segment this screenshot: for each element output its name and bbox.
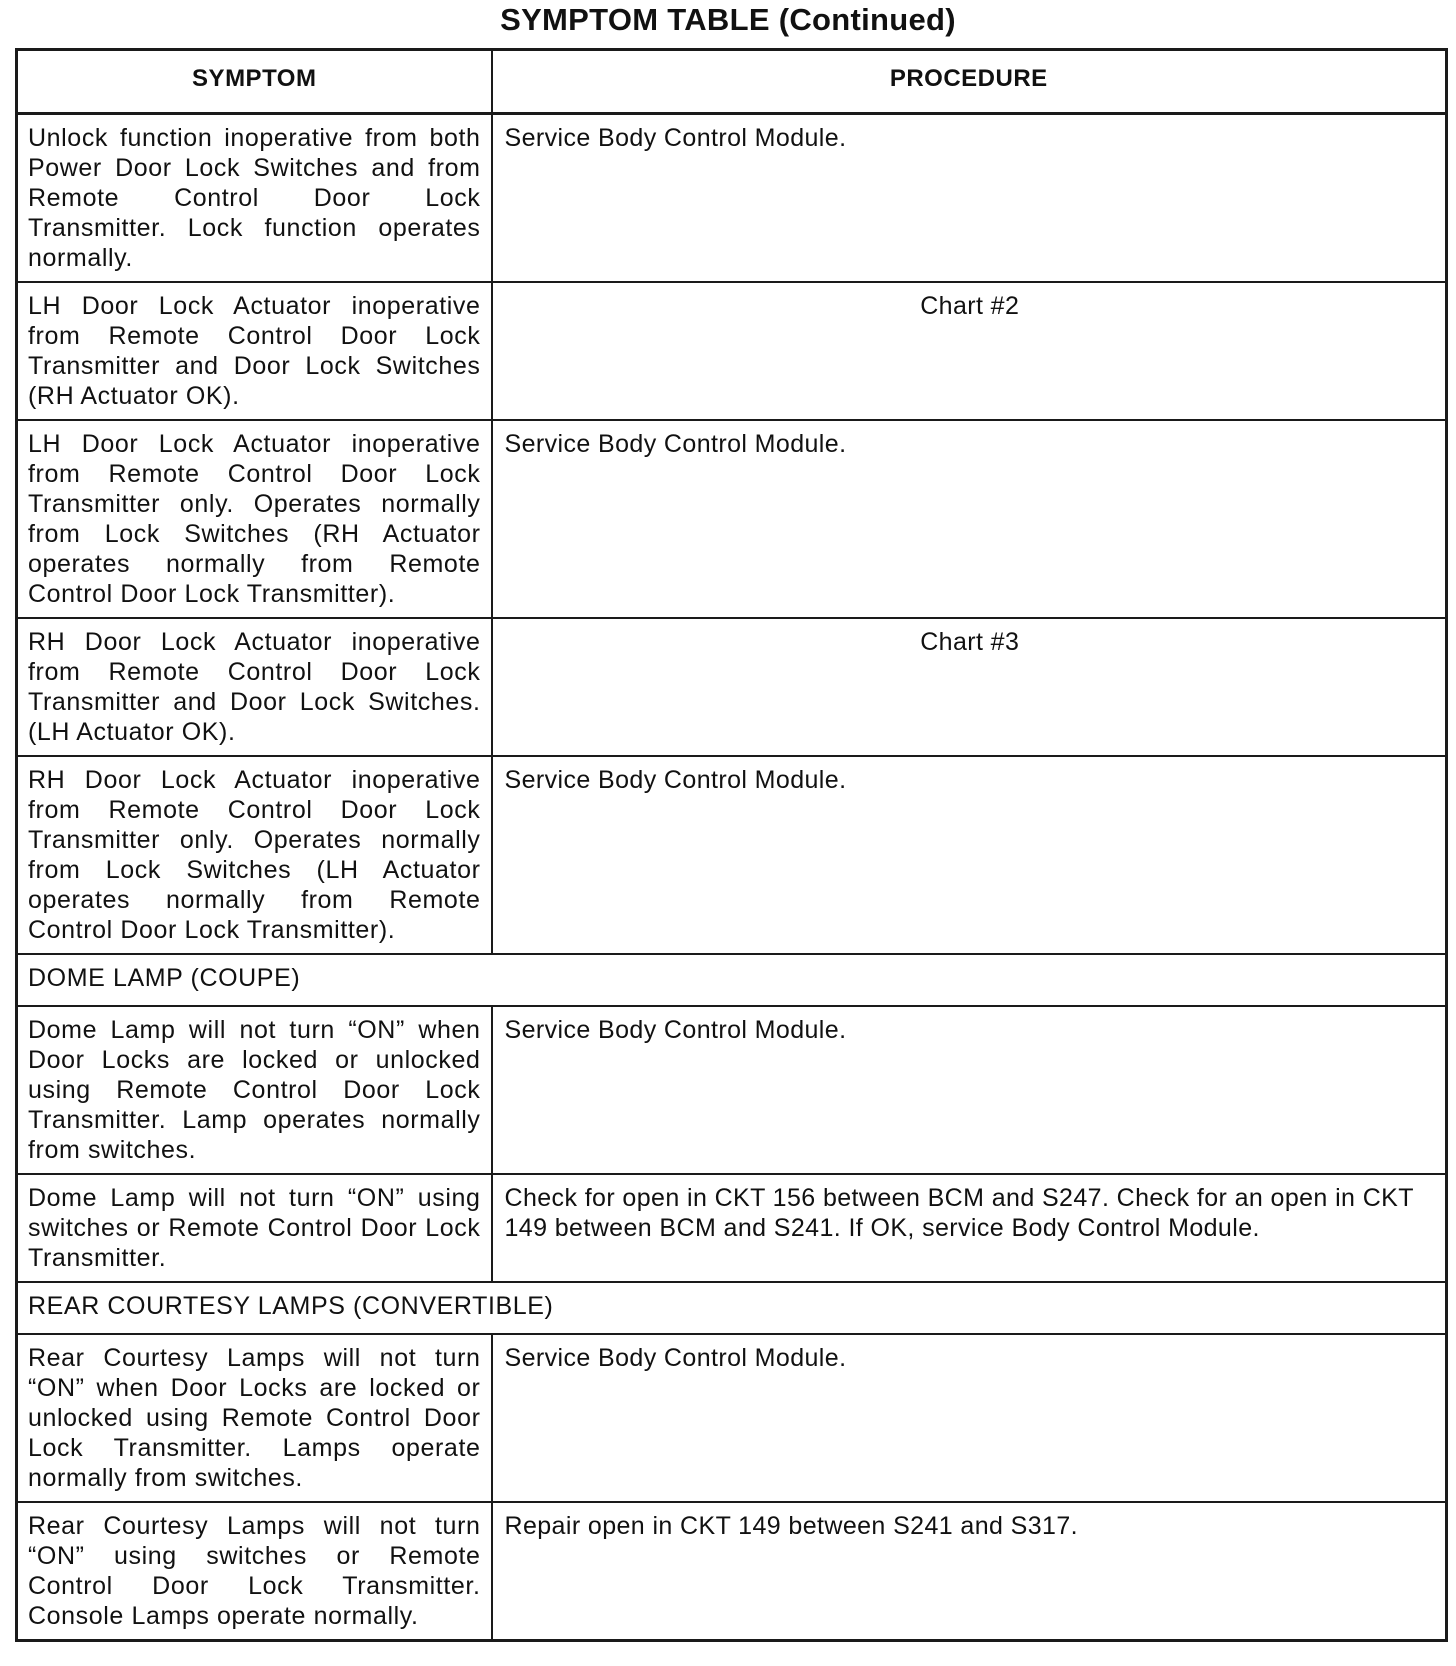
table-row xyxy=(17,1334,1447,1502)
table-row xyxy=(17,1502,1447,1641)
procedure-cell: Service Body Control Module. xyxy=(492,1334,1447,1502)
table-row xyxy=(17,282,1447,420)
symptom-cell: LH Door Lock Actuator inoperative from Remote Control Door Lock Transmitter and Door Lock Switches (RH Actuator OK). xyxy=(17,282,492,420)
section-heading-rear-courtesy-lamps: REAR COURTESY LAMPS (CONVERTIBLE) xyxy=(17,1282,1447,1334)
procedure-column-header: PROCEDURE xyxy=(492,50,1447,114)
symptom-cell: Dome Lamp will not turn “ON” using switches or Remote Control Door Lock Transmitter. xyxy=(17,1174,492,1282)
procedure-cell: Repair open in CKT 149 between S241 and S317. xyxy=(492,1502,1447,1641)
page-title: SYMPTOM TABLE (Continued) xyxy=(500,2,956,37)
procedure-cell: Service Body Control Module. xyxy=(492,1006,1447,1174)
symptom-column-header: SYMPTOM xyxy=(17,50,492,114)
symptom-cell: LH Door Lock Actuator inoperative from Remote Control Door Lock Transmitter only. Operates normally from Lock Switches (RH Actuator operates normally from Remote Control Door Lock Transmitter). xyxy=(17,420,492,618)
procedure-cell: Service Body Control Module. xyxy=(492,114,1447,283)
symptom-cell: Unlock function inoperative from both Power Door Lock Switches and from Remote Control Door Lock Transmitter. Lock function operates normally. xyxy=(17,114,492,283)
symptom-cell: RH Door Lock Actuator inoperative from Remote Control Door Lock Transmitter and Door Lock Switches. (LH Actuator OK). xyxy=(17,618,492,756)
procedure-cell: Service Body Control Module. xyxy=(492,420,1447,618)
table-row xyxy=(17,114,1447,283)
table-header-row xyxy=(17,50,1447,114)
symptom-cell: Dome Lamp will not turn “ON” when Door Locks are locked or unlocked using Remote Control Door Lock Transmitter. Lamp operates normally from switches. xyxy=(17,1006,492,1174)
procedure-cell: Check for open in CKT 156 between BCM and S247. Check for an open in CKT 149 between BCM and S241. If OK, service Body Control Module. xyxy=(492,1174,1447,1282)
procedure-cell: Chart #2 xyxy=(492,282,1447,420)
section-row xyxy=(17,954,1447,1006)
section-heading-dome-lamp: DOME LAMP (COUPE) xyxy=(17,954,1447,1006)
table-row xyxy=(17,420,1447,618)
symptom-cell: RH Door Lock Actuator inoperative from Remote Control Door Lock Transmitter only. Operates normally from Lock Switches (LH Actuator operates normally from Remote Control Door Lock Transmitter). xyxy=(17,756,492,954)
symptom-table xyxy=(15,48,1448,1642)
table-row xyxy=(17,756,1447,954)
procedure-cell: Service Body Control Module. xyxy=(492,756,1447,954)
table-row xyxy=(17,1174,1447,1282)
procedure-cell: Chart #3 xyxy=(492,618,1447,756)
table-row xyxy=(17,618,1447,756)
symptom-cell: Rear Courtesy Lamps will not turn “ON” when Door Locks are locked or unlocked using Remote Control Door Lock Transmitter. Lamps operate normally from switches. xyxy=(17,1334,492,1502)
section-row xyxy=(17,1282,1447,1334)
symptom-cell: Rear Courtesy Lamps will not turn “ON” using switches or Remote Control Door Lock Transmitter. Console Lamps operate normally. xyxy=(17,1502,492,1641)
table-row xyxy=(17,1006,1447,1174)
